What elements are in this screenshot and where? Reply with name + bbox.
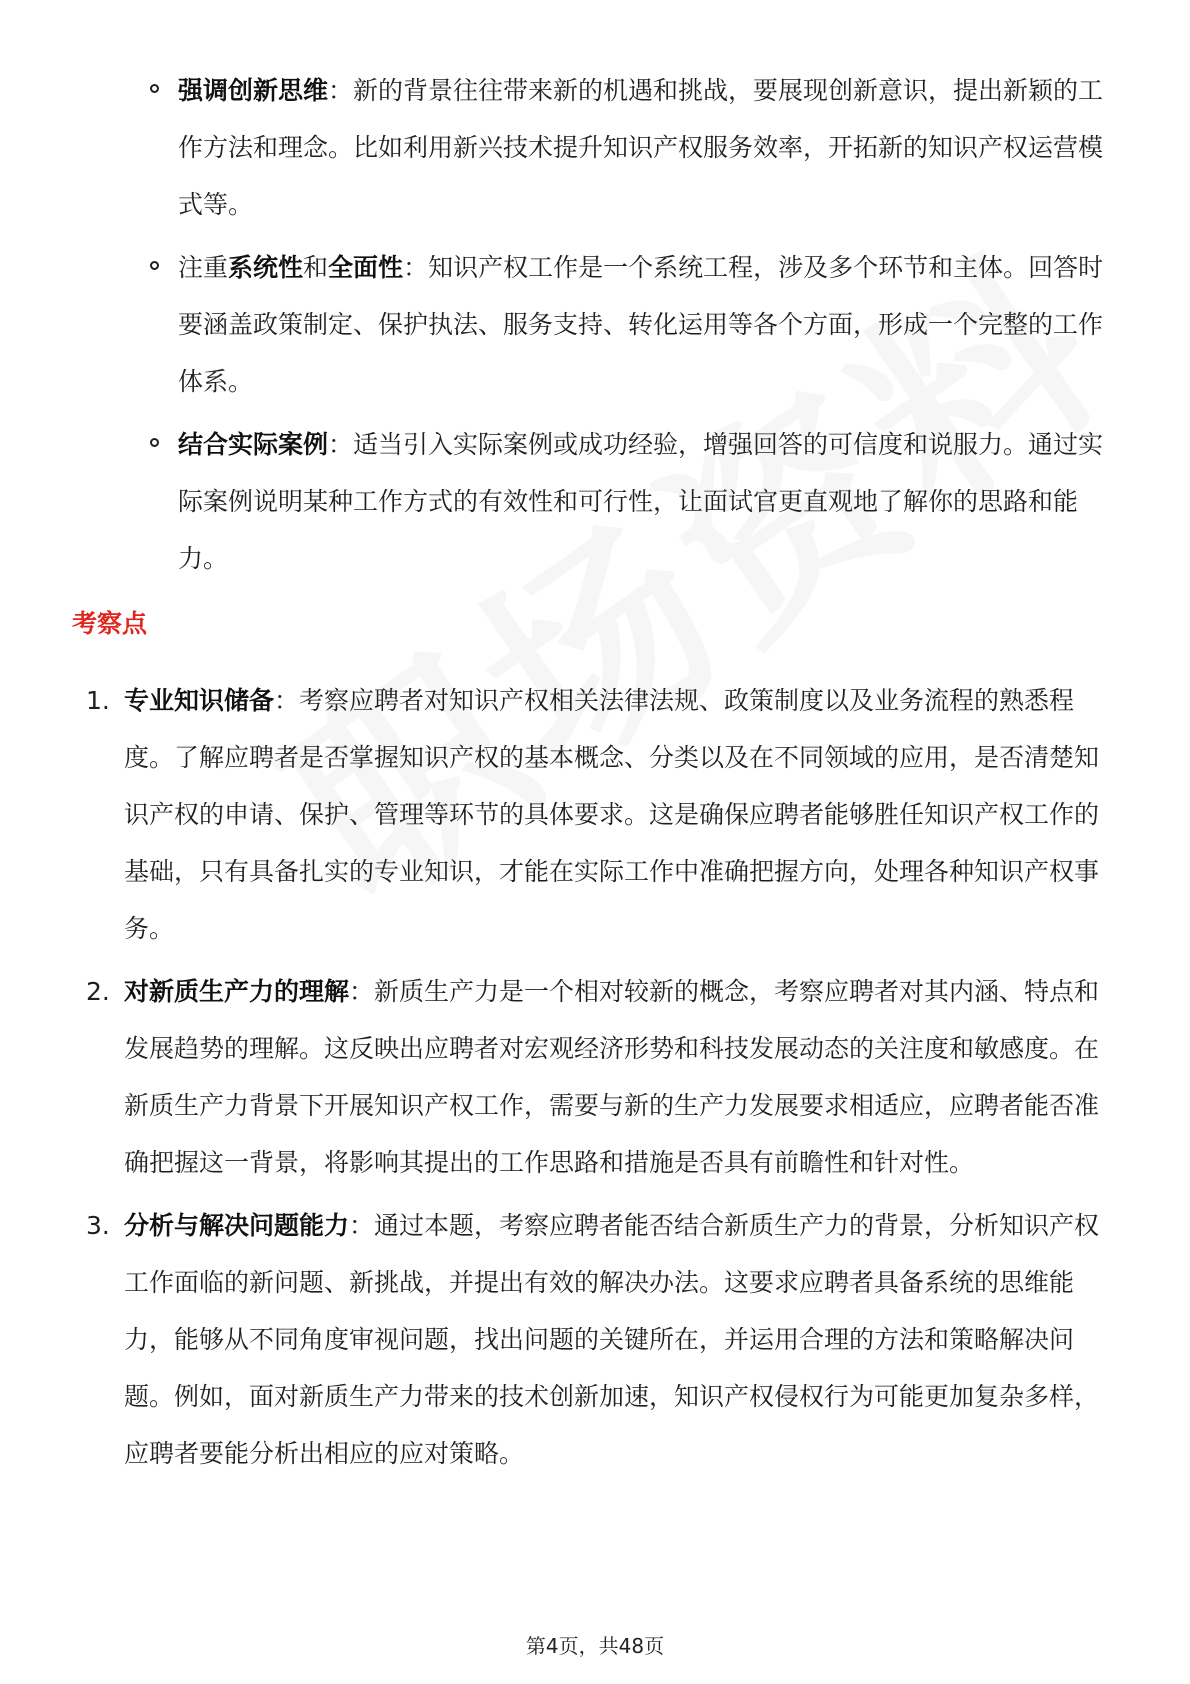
bullet-circle-icon xyxy=(150,438,159,447)
item-title: 专业知识储备 xyxy=(124,686,275,715)
list-item xyxy=(86,672,1116,957)
list-item xyxy=(86,963,1116,1191)
item-prefix: 注重 xyxy=(178,253,229,282)
item-number: 1. xyxy=(86,686,110,715)
assessment-points-list xyxy=(86,672,1116,1488)
item-title: 强调创新思维 xyxy=(178,76,329,105)
list-item xyxy=(150,239,1110,410)
page-number: 第4页，共48页 xyxy=(525,1634,665,1658)
item-text: ：新质生产力是一个相对较新的概念，考察应聘者对其内涵、特点和发展趋势的理解。这反映出应聘者对宏观经济形势和科技发展动态的关注度和敏感度。在新质生产力背景下开展知识产权工作，需要与新的生产力发展要求相适应，应聘者能否准确把握这一背景，将影响其提出的工作思路和措施是否具有前瞻性和针对性。 xyxy=(124,977,1100,1177)
item-title: 对新质生产力的理解 xyxy=(124,977,350,1006)
section-title: 考察点 xyxy=(72,609,148,638)
item-number: 2. xyxy=(86,977,110,1006)
item-title-2: 全面性 xyxy=(328,253,404,282)
item-text: ：适当引入实际案例或成功经验，增强回答的可信度和说服力。通过实际案例说明某种工作方式的有效性和可行性，让面试官更直观地了解你的思路和能力。 xyxy=(178,430,1104,573)
list-item xyxy=(150,416,1110,587)
list-item xyxy=(86,1197,1116,1482)
item-text: ：通过本题，考察应聘者能否结合新质生产力的背景，分析知识产权工作面临的新问题、新挑战，并提出有效的解决办法。这要求应聘者具备系统的思维能力，能够从不同角度审视问题，找出问题的关键所在，并运用合理的方法和策略解决问题。例如，面对新质生产力带来的技术创新加速，知识产权侵权行为可能更加复杂多样，应聘者要能分析出相应的应对策略。 xyxy=(124,1211,1100,1468)
item-title: 结合实际案例 xyxy=(178,430,329,459)
item-text: ：知识产权工作是一个系统工程，涉及多个环节和主体。回答时要涵盖政策制定、保护执法、服务支持、转化运用等各个方面，形成一个完整的工作体系。 xyxy=(178,253,1104,396)
bullet-circle-icon xyxy=(150,261,159,270)
item-middle: 和 xyxy=(303,253,329,282)
item-number: 3. xyxy=(86,1211,110,1240)
tips-list xyxy=(150,62,1110,593)
bullet-circle-icon xyxy=(150,84,159,93)
item-text: ：考察应聘者对知识产权相关法律法规、政策制度以及业务流程的熟悉程度。了解应聘者是否掌握知识产权的基本概念、分类以及在不同领域的应用，是否清楚知识产权的申请、保护、管理等环节的具体要求。这是确保应聘者能够胜任知识产权工作的基础，只有具备扎实的专业知识，才能在实际工作中准确把握方向，处理各种知识产权事务。 xyxy=(124,686,1100,943)
item-text: ：新的背景往往带来新的机遇和挑战，要展现创新意识，提出新颖的工作方法和理念。比如利用新兴技术提升知识产权服务效率，开拓新的知识产权运营模式等。 xyxy=(178,76,1104,219)
list-item xyxy=(150,62,1110,233)
item-title: 分析与解决问题能力 xyxy=(124,1211,350,1240)
item-title: 系统性 xyxy=(228,253,304,282)
